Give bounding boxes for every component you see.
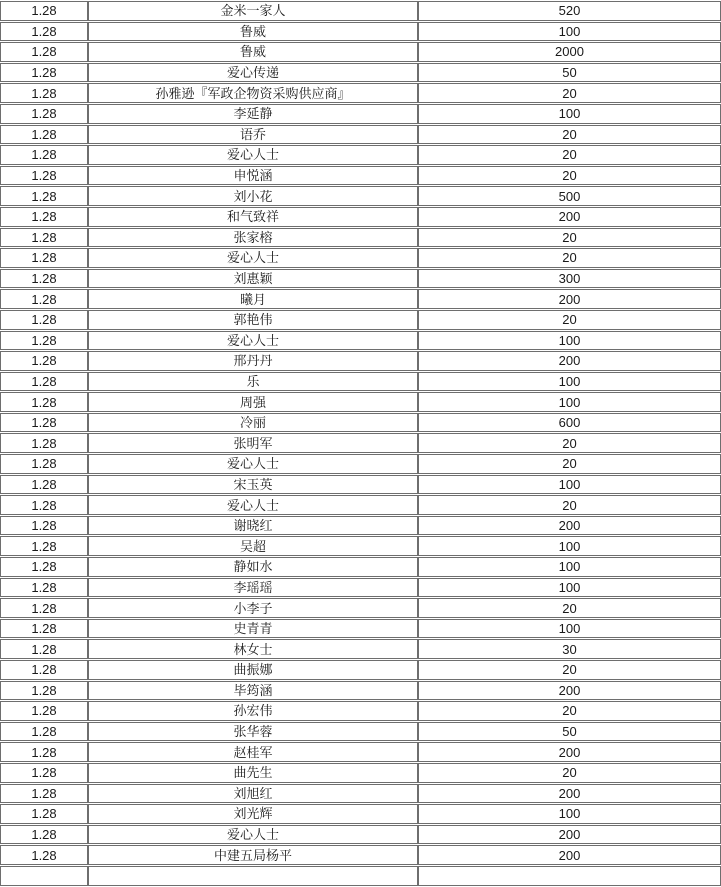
table-row: [0, 413, 721, 433]
amount-cell: 20: [418, 660, 721, 680]
table-row: [0, 186, 721, 206]
table-row: [0, 701, 721, 721]
donor-name-cell: 李延静: [88, 104, 418, 124]
donor-name-cell: 孙宏伟: [88, 701, 418, 721]
date-cell: 1.28: [0, 125, 88, 145]
donor-name-cell: 爱心人士: [88, 248, 418, 268]
amount-cell: 300: [418, 269, 721, 289]
table-row: [0, 639, 721, 659]
donor-name-cell: 吴超: [88, 536, 418, 556]
donor-name-cell: 曲先生: [88, 763, 418, 783]
date-cell: 1.28: [0, 42, 88, 62]
donor-name-cell: 爱心人士: [88, 145, 418, 165]
date-cell: 1.28: [0, 536, 88, 556]
date-cell: 1.28: [0, 763, 88, 783]
table-row: [0, 681, 721, 701]
donor-name-cell: 刘惠颖: [88, 269, 418, 289]
table-row: [0, 784, 721, 804]
table-row: [0, 825, 721, 845]
table-row: [0, 310, 721, 330]
date-cell: 1.28: [0, 331, 88, 351]
donor-name-cell: 冷丽: [88, 413, 418, 433]
donor-name-cell: 郭艳伟: [88, 310, 418, 330]
amount-cell: 500: [418, 186, 721, 206]
donor-name-cell: 张华蓉: [88, 722, 418, 742]
date-cell: 1.28: [0, 1, 88, 21]
date-cell: 1.28: [0, 639, 88, 659]
table-row: [0, 1, 721, 21]
donor-name-cell: 乐: [88, 372, 418, 392]
table-row: [0, 516, 721, 536]
amount-cell: 520: [418, 1, 721, 21]
date-cell: 1.28: [0, 722, 88, 742]
date-cell: 1.28: [0, 475, 88, 495]
date-cell: 1.28: [0, 845, 88, 865]
table-row: [0, 331, 721, 351]
table-row: [0, 433, 721, 453]
amount-cell: 20: [418, 166, 721, 186]
table-row: [0, 63, 721, 83]
donor-name-cell: 小李子: [88, 598, 418, 618]
date-cell: 1.28: [0, 310, 88, 330]
amount-cell: 20: [418, 454, 721, 474]
table-row: [0, 536, 721, 556]
amount-cell: 100: [418, 104, 721, 124]
table-row: [0, 248, 721, 268]
date-cell: 1.28: [0, 207, 88, 227]
amount-cell: 200: [418, 207, 721, 227]
table-row: [0, 845, 721, 865]
amount-cell: 600: [418, 413, 721, 433]
date-cell: 1.28: [0, 269, 88, 289]
table-row: [0, 495, 721, 515]
date-cell: 1.28: [0, 22, 88, 42]
date-cell: 1.28: [0, 557, 88, 577]
donor-name-cell: 刘小花: [88, 186, 418, 206]
donor-name-cell: 爱心人士: [88, 331, 418, 351]
amount-cell: 2000: [418, 42, 721, 62]
amount-cell: 20: [418, 598, 721, 618]
amount-cell: 100: [418, 536, 721, 556]
table-body: [0, 1, 721, 886]
amount-cell: 100: [418, 475, 721, 495]
table-row: [0, 83, 721, 103]
date-cell: 1.28: [0, 681, 88, 701]
donor-name-cell: 张明军: [88, 433, 418, 453]
amount-cell: 200: [418, 681, 721, 701]
donor-name-cell: 史青青: [88, 619, 418, 639]
table-row: [0, 166, 721, 186]
date-cell: 1.28: [0, 392, 88, 412]
amount-cell: 200: [418, 742, 721, 762]
donor-name-cell: 谢晓红: [88, 516, 418, 536]
donor-name-cell: 和气致祥: [88, 207, 418, 227]
table-row: [0, 125, 721, 145]
amount-cell: 100: [418, 804, 721, 824]
table-row: [0, 763, 721, 783]
date-cell: 1.28: [0, 804, 88, 824]
date-cell: 1.28: [0, 228, 88, 248]
date-cell: 1.28: [0, 784, 88, 804]
date-cell: 1.28: [0, 742, 88, 762]
amount-cell: 200: [418, 289, 721, 309]
donor-name-cell: 语乔: [88, 125, 418, 145]
amount-cell: 20: [418, 310, 721, 330]
donor-name-cell: 爱心传递: [88, 63, 418, 83]
amount-cell: 50: [418, 722, 721, 742]
donor-name-cell: 周强: [88, 392, 418, 412]
table-row: [0, 475, 721, 495]
amount-cell: 20: [418, 763, 721, 783]
table-row: [0, 22, 721, 42]
amount-cell: 100: [418, 557, 721, 577]
donor-name-cell: [88, 866, 418, 886]
table-row: [0, 722, 721, 742]
amount-cell: [418, 866, 721, 886]
date-cell: 1.28: [0, 495, 88, 515]
table-row: [0, 207, 721, 227]
amount-cell: 200: [418, 845, 721, 865]
date-cell: 1.28: [0, 104, 88, 124]
date-cell: 1.28: [0, 413, 88, 433]
amount-cell: 100: [418, 331, 721, 351]
donor-name-cell: 爱心人士: [88, 825, 418, 845]
donor-name-cell: 刘旭红: [88, 784, 418, 804]
amount-cell: 20: [418, 83, 721, 103]
donor-name-cell: 赵桂军: [88, 742, 418, 762]
table-row: [0, 228, 721, 248]
donor-name-cell: 曲振娜: [88, 660, 418, 680]
amount-cell: 30: [418, 639, 721, 659]
table-row: [0, 742, 721, 762]
date-cell: 1.28: [0, 83, 88, 103]
table-row: [0, 598, 721, 618]
donor-name-cell: 爱心人士: [88, 454, 418, 474]
table-row: [0, 269, 721, 289]
donor-name-cell: 张家榕: [88, 228, 418, 248]
amount-cell: 100: [418, 392, 721, 412]
amount-cell: 20: [418, 125, 721, 145]
amount-cell: 20: [418, 248, 721, 268]
table-row: [0, 289, 721, 309]
date-cell: 1.28: [0, 166, 88, 186]
table-row: [0, 660, 721, 680]
amount-cell: 20: [418, 701, 721, 721]
amount-cell: 50: [418, 63, 721, 83]
amount-cell: 200: [418, 825, 721, 845]
date-cell: 1.28: [0, 598, 88, 618]
donor-name-cell: 李瑶瑶: [88, 578, 418, 598]
donor-name-cell: 林女士: [88, 639, 418, 659]
amount-cell: 20: [418, 433, 721, 453]
amount-cell: 200: [418, 784, 721, 804]
amount-cell: 200: [418, 351, 721, 371]
date-cell: 1.28: [0, 701, 88, 721]
donor-name-cell: 刘光辉: [88, 804, 418, 824]
date-cell: 1.28: [0, 248, 88, 268]
table-row: [0, 104, 721, 124]
amount-cell: 20: [418, 495, 721, 515]
donor-name-cell: 申悦涵: [88, 166, 418, 186]
table-row: [0, 372, 721, 392]
donor-name-cell: 毕筠涵: [88, 681, 418, 701]
date-cell: 1.28: [0, 660, 88, 680]
table-row: [0, 392, 721, 412]
date-cell: 1.28: [0, 516, 88, 536]
partial-row: [0, 866, 721, 886]
donor-name-cell: 邢丹丹: [88, 351, 418, 371]
amount-cell: 100: [418, 619, 721, 639]
amount-cell: 20: [418, 228, 721, 248]
amount-cell: 100: [418, 372, 721, 392]
date-cell: 1.28: [0, 145, 88, 165]
table-row: [0, 145, 721, 165]
donor-name-cell: 中建五局杨平: [88, 845, 418, 865]
table-row: [0, 619, 721, 639]
date-cell: 1.28: [0, 186, 88, 206]
table-row: [0, 454, 721, 474]
date-cell: 1.28: [0, 372, 88, 392]
donor-name-cell: 鲁威: [88, 42, 418, 62]
date-cell: [0, 866, 88, 886]
donor-name-cell: 孙雅逊『军政企物资采购供应商』: [88, 83, 418, 103]
donor-name-cell: 爱心人士: [88, 495, 418, 515]
date-cell: 1.28: [0, 63, 88, 83]
table-row: [0, 557, 721, 577]
amount-cell: 100: [418, 578, 721, 598]
date-cell: 1.28: [0, 825, 88, 845]
donor-name-cell: 曦月: [88, 289, 418, 309]
date-cell: 1.28: [0, 454, 88, 474]
table-row: [0, 804, 721, 824]
date-cell: 1.28: [0, 289, 88, 309]
table-row: [0, 351, 721, 371]
table-row: [0, 578, 721, 598]
amount-cell: 200: [418, 516, 721, 536]
donor-name-cell: 静如水: [88, 557, 418, 577]
donor-name-cell: 宋玉英: [88, 475, 418, 495]
donor-name-cell: 鲁威: [88, 22, 418, 42]
date-cell: 1.28: [0, 433, 88, 453]
date-cell: 1.28: [0, 619, 88, 639]
amount-cell: 100: [418, 22, 721, 42]
amount-cell: 20: [418, 145, 721, 165]
donor-name-cell: 金米一家人: [88, 1, 418, 21]
date-cell: 1.28: [0, 578, 88, 598]
date-cell: 1.28: [0, 351, 88, 371]
table-row: [0, 42, 721, 62]
